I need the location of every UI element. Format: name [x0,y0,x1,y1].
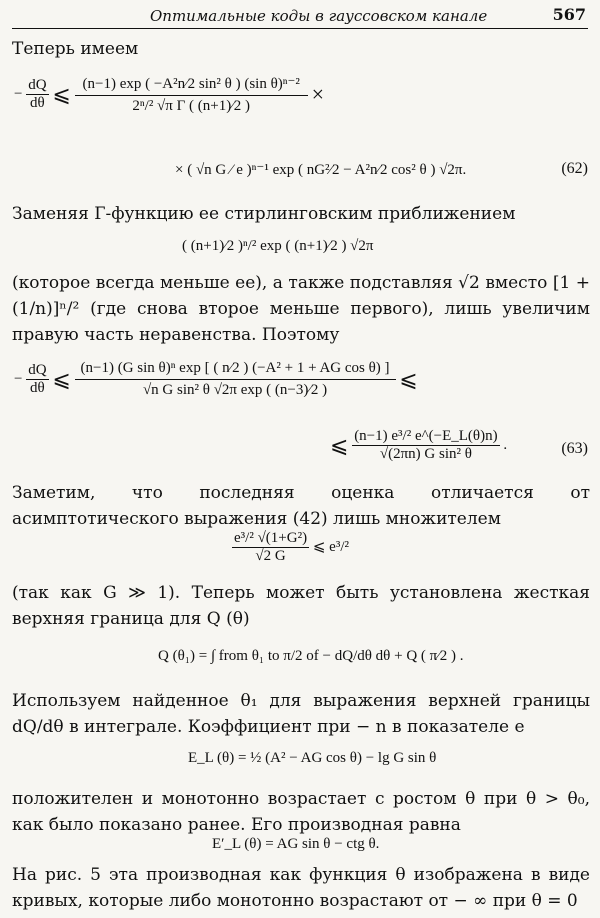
stirling-approximation: ( (n+1)⁄2 )ⁿ/² exp ( (n+1)⁄2 ) √2π [182,238,374,254]
equation-63-main-fraction: $\frac{\text{(n−1) (G sin θ)ⁿ exp [ ( n⁄2 ) (−A² + 1 + AG cos θ) ]}}{\text{√n G sin² θ √2π exp ( (n−3)⁄2 )}}$ [75,358,396,401]
paragraph-monotone: положителен и монотонно возрастает с ростом θ при θ > θ₀, как было показано ранее. Его производная равна [12,789,590,835]
equation-62-main-fraction: $\frac{\text{(n−1) exp ( −A²n⁄2 sin² θ ) (sin θ)ⁿ⁻²}}{\text{2ⁿ/² √π Γ ( (n+1)⁄2 )}}$ [75,72,308,117]
paragraph-comparison: Заметим, что последняя оценка отличается от асимптотического выражения (42) лишь множителем [12,483,590,529]
paragraph-stirling: Заменяя Г-функцию ее стирлинговским приближением [12,204,516,224]
paragraph-intro: Теперь имеем [12,39,139,59]
equation-62-number: (62) [561,160,588,177]
paragraph-coefficient: Используем найденное θ₁ для выражения верхней границы dQ/dθ в интеграле. Коэффициент при − n в показателе e [12,691,590,737]
multiplier-expression: $\frac{\text{e³/² √(1+G²)}}{√2 G}$ ⩽ e³/² [234,530,349,564]
derivative-fraction: $\frac{dQ}{d\theta}$ [28,77,47,111]
page-number: 567 [552,5,586,24]
el-definition: E_L (θ) = ½ (A² − AG cos θ) − lg G sin θ [188,750,437,766]
equation-62-line2: × ( √n G ⁄ e )ⁿ⁻¹ exp ( nG²⁄2 − A²n⁄2 cos² θ ) √2π. [175,162,467,178]
paragraph-figure-reference: На рис. 5 эта производная как функция θ изображена в виде кривых, которые либо монотонно возрастают от − ∞ при θ = 0 [12,865,590,911]
bound-integral: Q (θ₁) = ∫ from θ₁ to π/2 of − dQ/dθ dθ + Q ( π⁄2 ) . [158,648,464,664]
running-title: Оптимальные коды в гауссовском канале [150,7,488,25]
equation-63-line2: ⩽ $\frac{\text{(n−1) e³/² e\textasciicircum{}(−E\_L(θ)n)}}{\text{√(2πn) G sin² θ}}$ . [330,428,508,462]
running-header [12,2,588,29]
el-derivative: E′_L (θ) = AG sin θ − ctg θ. [212,836,380,852]
equation-63-rhs-fraction: $\frac{\text{(n−1) e³/² e\textasciicircum{}(−E\_L(θ)n)}}{\text{√(2πn) G sin² θ}}$ [354,428,498,462]
paragraph-upper-bound: (так как G ≫ 1). Теперь может быть установлена жесткая верхняя граница для Q (θ) [12,583,590,629]
paragraph-substitution: (которое всегда меньше ее), а также подставляя √2 вместо [1 + (1/n)]ⁿ/² (где снова второе меньше первого), лишь увеличим правую часть неравенства. Поэтому [12,273,590,345]
derivative-fraction-63: $\frac{dQ}{d\theta}$ [28,362,47,396]
equation-62-line1: − $\frac{dQ}{d\theta}$ ⩽ $\frac{\text{(n−1) exp ( −A²n⁄2 sin² θ ) (sin θ)ⁿ⁻²}}{\text{2ⁿ/² √π Γ ( (n+1)⁄2 )}}$ × [14,72,324,117]
equation-63-number: (63) [561,440,588,457]
equation-63-line1: − $\frac{dQ}{d\theta}$ ⩽ $\frac{\text{(n−1) (G sin θ)ⁿ exp [ ( n⁄2 ) (−A² + 1 + AG cos θ) ]}}{\text{√n G sin² θ √2π exp ( (n−3)⁄2 )}}$ ⩽ [14,358,418,401]
